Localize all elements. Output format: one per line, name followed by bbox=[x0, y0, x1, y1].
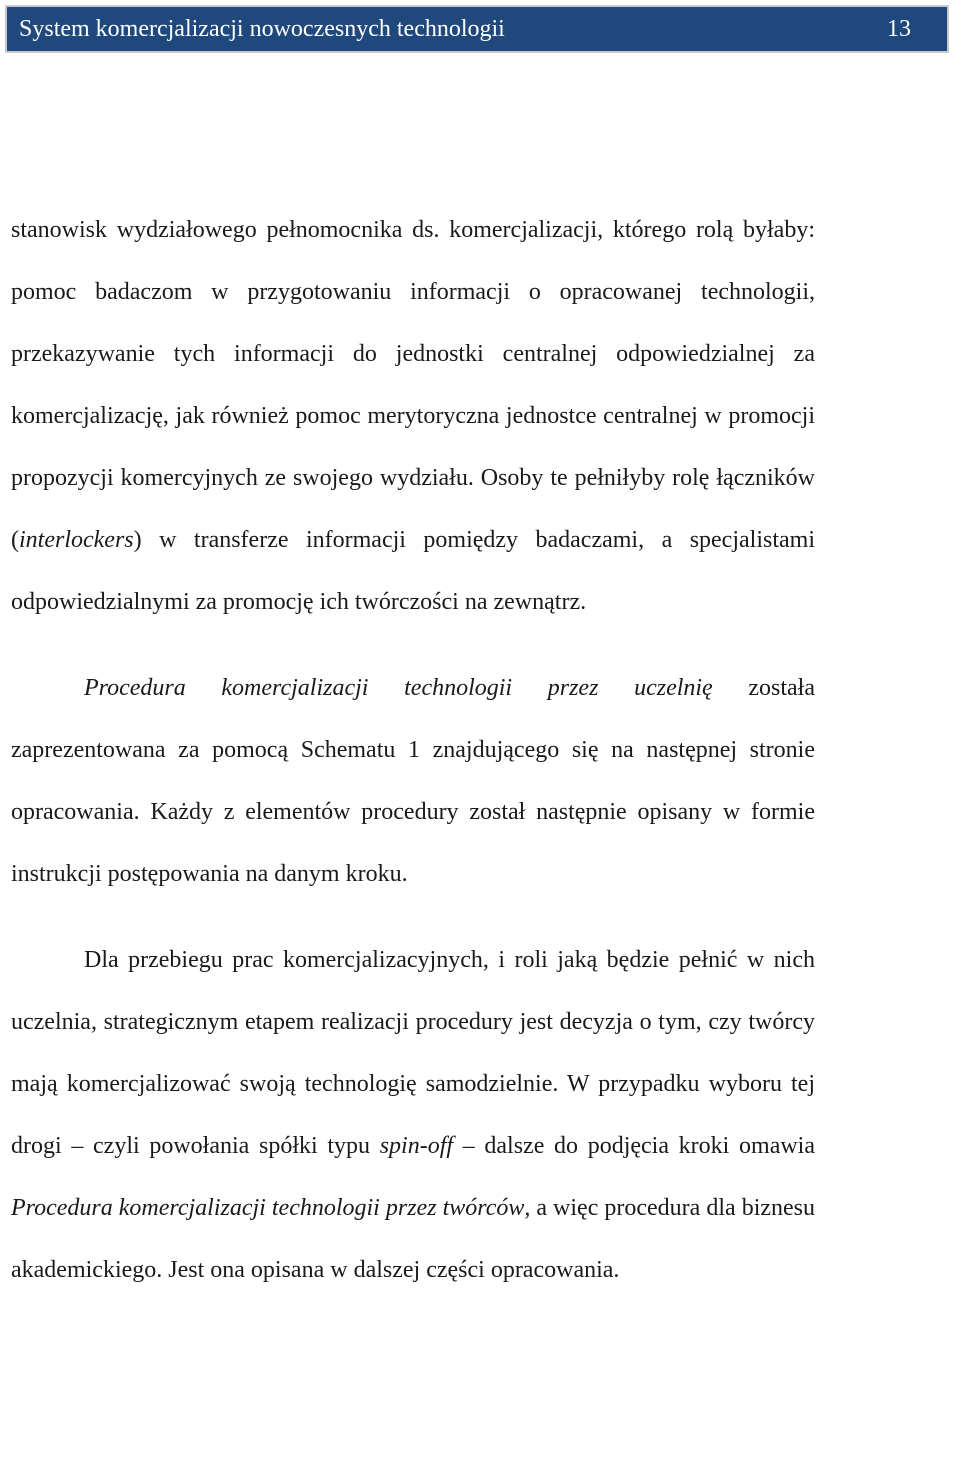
text-segment-italic: interlockers bbox=[19, 527, 134, 553]
text-segment: została zaprezentowana za pomocą Schematu 1 znajdującego się na następnej stronie opracowania. Każdy z elementów procedury został następnie opisany w formie instrukcji postępowania na danym kroku. bbox=[11, 675, 816, 887]
text-segment: , a więc procedura dla biznesu akademickiego. Jest ona opisana w dalszej części opracowania. bbox=[11, 1195, 816, 1283]
body-text bbox=[11, 199, 815, 1301]
page-number: 13 bbox=[887, 15, 911, 42]
text-segment: ) w transferze informacji pomiędzy badaczami, a specjalistami odpowiedzialnymi za promocję ich twórczości na zewnątrz. bbox=[11, 527, 815, 615]
text-segment: Dla przebiegu prac komercjalizacyjnych, i roli jaką będzie pełnić w nich uczelnia, strategicznym etapem realizacji procedury jest decyzja o tym, czy twórcy mają komercjalizować swoją technologię samodzielnie. W przypadku wyboru tej drogi – czyli powołania spółki typu bbox=[11, 947, 815, 1159]
text-segment: stanowisk wydziałowego pełnomocnika ds. komercjalizacji, którego rolą byłaby: pomoc badaczom w przygotowaniu informacji o opracowanej technologii, przekazywanie tych informacji do jednostki centralnej odpowiedzialnej za komercjalizację, jak również pomoc merytoryczna jednostce centralnej w promocji propozycji komercyjnych ze swojego wydziału. Osoby te pełniłyby rolę łączników ( bbox=[11, 217, 815, 553]
paragraph-decyzja bbox=[11, 929, 815, 1301]
text-segment: – dalsze do podjęcia kroki omawia bbox=[453, 1133, 815, 1159]
paragraph-wydzialowy-pelnomocnik bbox=[11, 199, 815, 633]
running-header bbox=[5, 5, 949, 53]
text-segment-italic: spin-off bbox=[379, 1133, 454, 1159]
text-segment-italic: Procedura komercjalizacji technologii przez twórców bbox=[11, 1195, 525, 1221]
paragraph-procedura bbox=[11, 657, 815, 905]
text-segment-italic: Procedura komercjalizacji technologii przez uczelnię bbox=[84, 675, 713, 701]
document-title: System komercjalizacji nowoczesnych technologii bbox=[19, 15, 505, 42]
